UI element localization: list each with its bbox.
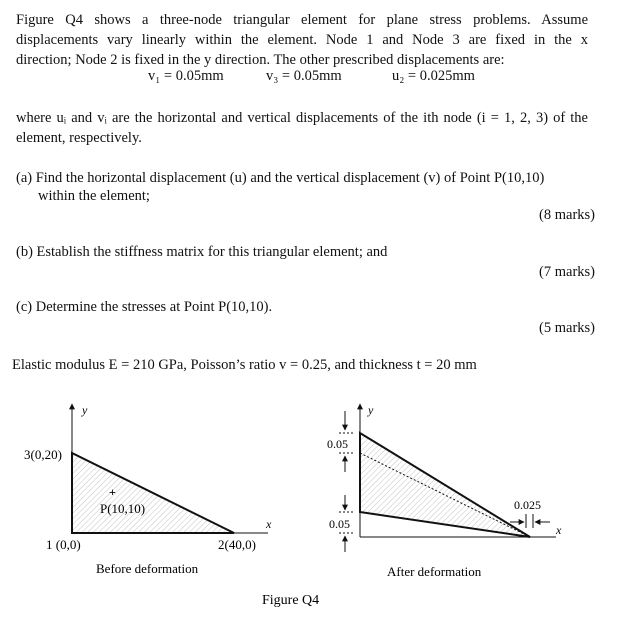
after-deformation-diagram <box>327 403 562 579</box>
figure-q4 <box>0 382 617 622</box>
question-c-marks: (5 marks) <box>539 320 595 336</box>
question-a-line-2: within the element; <box>38 188 150 204</box>
question-a-line-1: (a) Find the horizontal displacement (u) and the vertical displacement (v) of Point P(10,10) <box>16 170 545 186</box>
top-displacement-label: 0.05 <box>327 437 348 451</box>
question-b-marks: (7 marks) <box>539 264 595 280</box>
intro-line-1: Figure Q4 shows a three-node triangular element for plane stress problems. Assume <box>16 12 588 28</box>
node-1-label: 1 (0,0) <box>46 537 81 552</box>
before-x-label: x <box>266 517 272 531</box>
figure-caption: Figure Q4 <box>262 593 320 608</box>
intro-paragraph <box>16 10 588 70</box>
right-displacement-label: 0.025 <box>514 498 541 512</box>
after-caption: After deformation <box>387 564 482 579</box>
bottom-displacement-label: 0.05 <box>329 517 350 531</box>
after-element <box>360 433 530 537</box>
node-2-label: 2(40,0) <box>218 537 256 552</box>
point-p-label: P(10,10) <box>100 501 146 516</box>
intro-line-2: displacements vary linearly within the element. Node 1 and Node 3 are fixed in the x <box>16 32 588 48</box>
before-element <box>72 453 234 533</box>
before-deformation-diagram <box>24 403 272 576</box>
before-y-label: y <box>82 403 88 417</box>
material-properties: Elastic modulus E = 210 GPa, Poisson’s ratio v = 0.25, and thickness t = 20 mm <box>12 357 477 373</box>
after-y-label: y <box>368 403 374 417</box>
before-caption: Before deformation <box>96 561 199 576</box>
intro-line-3: direction; Node 2 is fixed in the y direction. The other prescribed displacements are: <box>16 52 505 68</box>
displacement-v1: v₁ = 0.05mm <box>148 68 224 84</box>
where-line-1: where uᵢ and vᵢ are the horizontal and vertical displacements of the ith node (i = 1, 2, 3) of the <box>16 110 588 126</box>
right-displacement-dimension <box>510 514 550 528</box>
after-x-label: x <box>556 523 562 537</box>
question-c: (c) Determine the stresses at Point P(10,10). <box>16 299 273 315</box>
displacement-u2: u₂ = 0.025mm <box>392 68 475 84</box>
where-line-2: element, respectively. <box>16 130 142 146</box>
question-b: (b) Establish the stiffness matrix for this triangular element; and <box>16 244 388 260</box>
where-paragraph <box>16 108 588 148</box>
node-3-label: 3(0,20) <box>24 447 62 462</box>
point-p-marker: + <box>109 485 116 499</box>
displacement-v3: v₃ = 0.05mm <box>266 68 342 84</box>
question-a-marks: (8 marks) <box>539 207 595 223</box>
